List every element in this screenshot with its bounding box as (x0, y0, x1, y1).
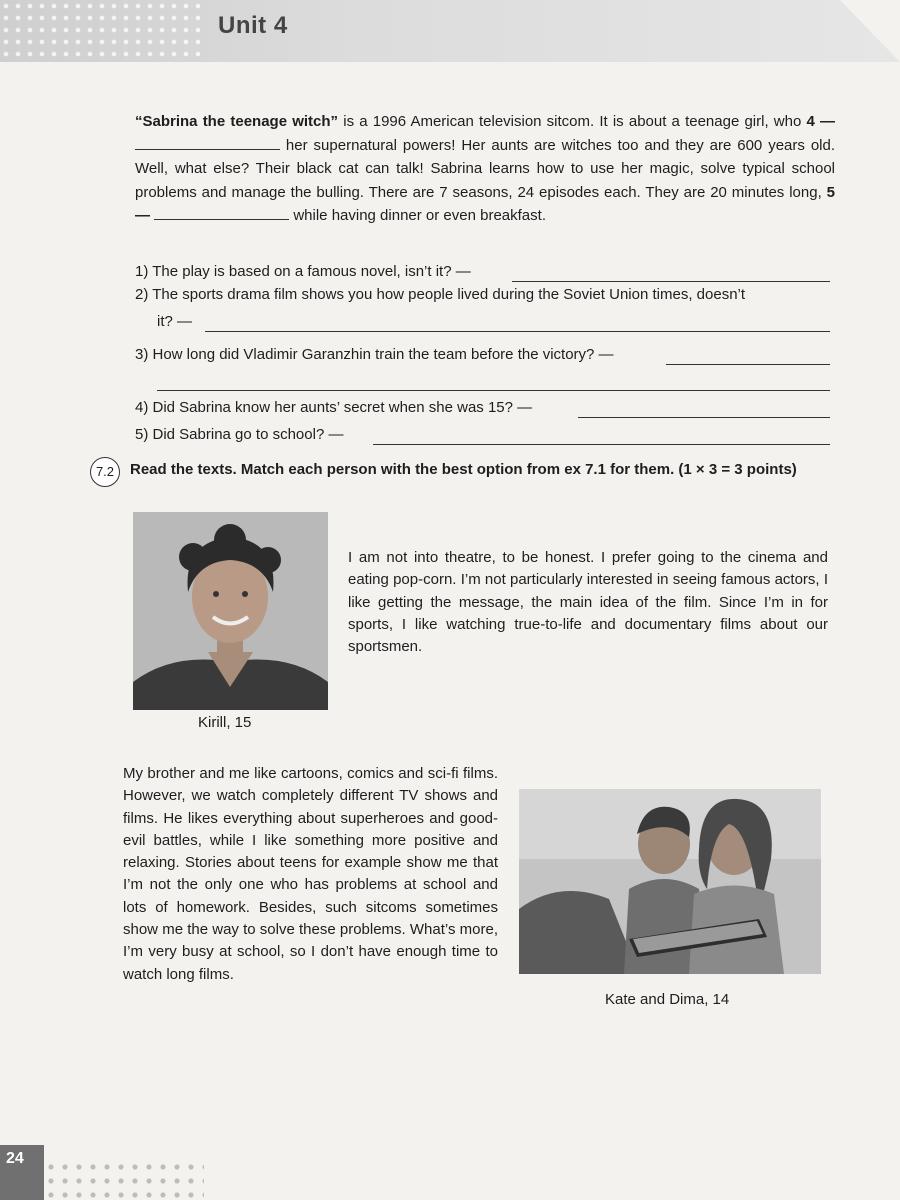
question-2-cont: it? — (157, 313, 193, 330)
sabrina-title: “Sabrina the teenage witch” (135, 113, 339, 130)
gap-5-blank[interactable] (154, 205, 289, 220)
sabrina-text-1: is a 1996 American television sitcom. It is about a teenage girl, who (338, 113, 807, 130)
gap-5-number: 5 — (135, 183, 835, 224)
unit-title: Unit 4 (218, 12, 288, 39)
question-2: 2) The sports drama film shows you how people lived during the Soviet Union times, doesn’t (135, 286, 746, 303)
page-content (0, 62, 900, 1200)
kirill-text: I am not into theatre, to be honest. I prefer going to the cinema and eating pop-corn. I’m not particularly interested in seeing famous actors, I like getting the message, the main idea of the film. Since I’m in for sports, I like watching true-to-life and documentary films about our sportsmen. (348, 549, 828, 656)
gap-4-number: 4 — (806, 113, 835, 130)
task-instruction: Read the texts. Match each person with the best option from ex 7.1 for them. (1 × 3 = 3 points) (130, 461, 797, 478)
question-4: 4) Did Sabrina know her aunts’ secret when she was 15? — (135, 399, 533, 416)
sabrina-text-3: while having dinner or even breakfast. (289, 207, 546, 224)
header-corner-cut (840, 0, 900, 62)
answer-line-2[interactable] (205, 331, 830, 332)
footer-dot-pattern (44, 1160, 204, 1200)
header-dot-pattern (0, 0, 200, 62)
question-3: 3) How long did Vladimir Garanzhin train the team before the victory? — (135, 346, 614, 363)
kate-dima-text: My brother and me like cartoons, comics and sci-fi films. However, we watch completely different TV shows and films. He likes everything about superheroes and good-evil battles, while I like something more positive and relaxing. Stories about teens for example show me that I’m not the only one who has problems at school and lots of homework. Besides, such sitcoms sometimes show me the way to solve these problems. What’s more, I’m very busy at school, so I don’t have enough time to watch long films. (123, 765, 498, 983)
kate-dima-photo-illustration (519, 789, 821, 974)
kirill-photo-illustration (133, 512, 328, 710)
question-1: 1) The play is based on a famous novel, isn’t it? — (135, 263, 471, 280)
task-number-badge: 7.2 (90, 457, 120, 487)
sabrina-text-2: her supernatural powers! Her aunts are witches too and they are 600 years old. Well, what else? Their black cat can talk! Sabrina learns how to use her magic, solve typical school problems and manage the bulling. There are 7 seasons, 24 episodes each. They are 20 minutes long, (135, 136, 835, 201)
page-number: 24 (6, 1150, 24, 1167)
answer-line-4[interactable] (578, 417, 830, 418)
kirill-photo (133, 512, 328, 710)
question-5: 5) Did Sabrina go to school? — (135, 426, 344, 443)
gap-4-blank[interactable] (135, 135, 280, 150)
answer-line-1[interactable] (512, 281, 830, 282)
answer-line-5[interactable] (373, 444, 830, 445)
kate-dima-photo (519, 789, 821, 974)
kate-dima-caption: Kate and Dima, 14 (605, 991, 730, 1008)
sabrina-paragraph (135, 110, 835, 228)
kirill-caption: Kirill, 15 (198, 714, 252, 731)
answer-line-3b[interactable] (157, 390, 830, 391)
answer-line-3a[interactable] (666, 364, 830, 365)
